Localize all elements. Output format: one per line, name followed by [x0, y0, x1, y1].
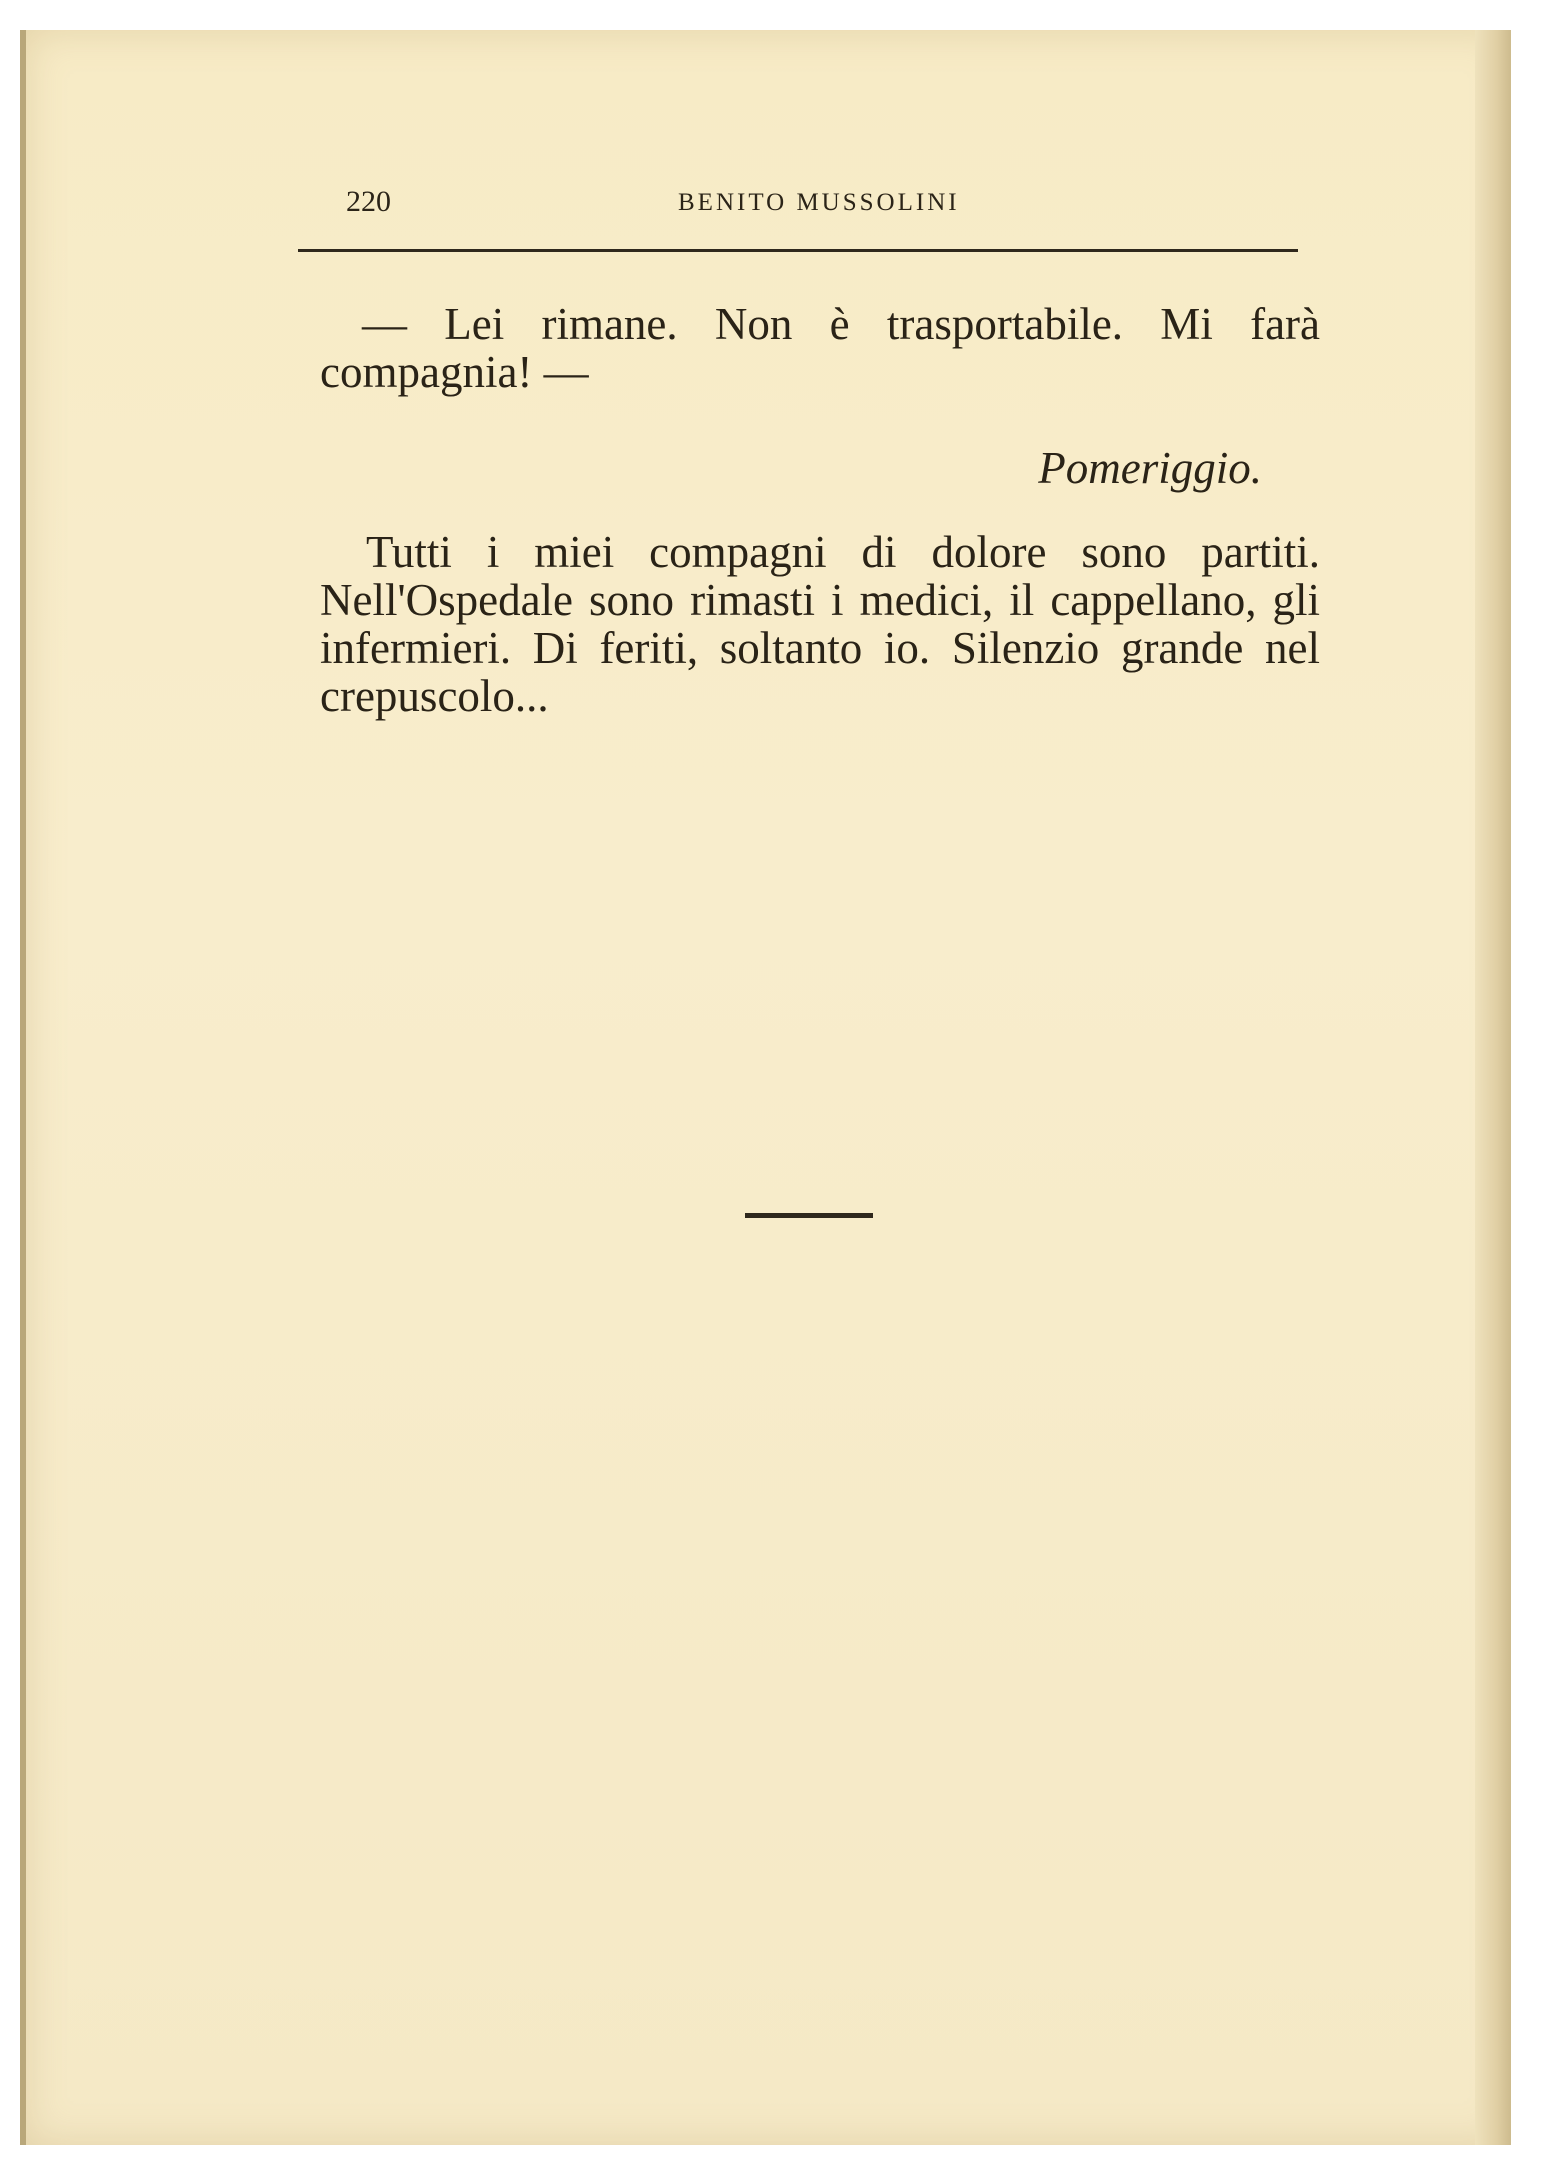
- header-rule: [298, 249, 1298, 252]
- page-edge: [1475, 30, 1511, 2145]
- dialogue-paragraph: — Lei rimane. Non è trasportabile. Mi farà compagnia! —: [320, 299, 1320, 397]
- section-heading: Pomeriggio.: [1038, 443, 1262, 493]
- page-body: [320, 300, 1320, 720]
- end-rule: [745, 1213, 873, 1218]
- page-number: 220: [346, 185, 391, 218]
- running-head: BENITO MUSSOLINI: [678, 189, 960, 216]
- body-paragraph: Tutti i miei compagni di dolore sono partiti. Nell'Ospedale sono rimasti i medici, il cappellano, gli infermieri. Di feriti, soltanto io. Silenzio grande nel crepuscolo...: [320, 527, 1320, 721]
